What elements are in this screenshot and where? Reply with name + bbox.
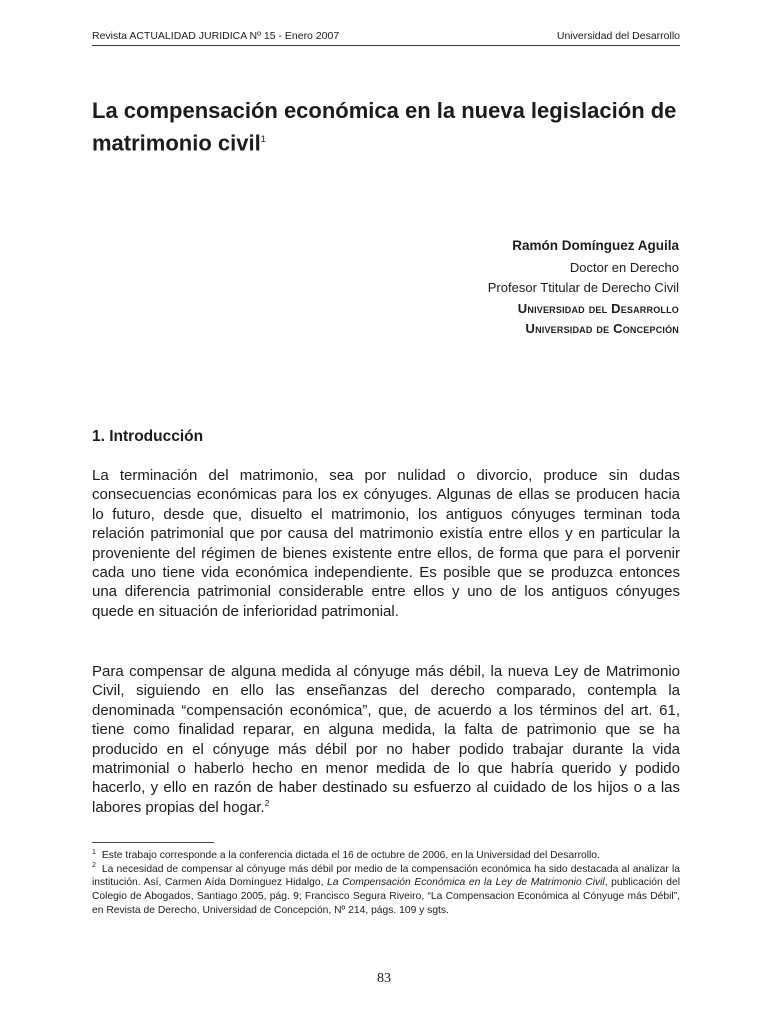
- article-title-text: La compensación económica en la nueva legislación de matrimonio civil: [92, 98, 677, 156]
- author-block: [488, 236, 679, 340]
- author-degree: Doctor en Derecho: [569, 259, 679, 275]
- footnote-2-text-b: , publicación del Colegio de Abogados, Santiago 2005, pág. 9; Francisco Segura Riveiro, “La Compensacion Económica al Cónyuge más Débil”, en Revista de Derecho, Universidad de Concepción, Nº 214, págs. 109 y sgts.: [92, 877, 681, 916]
- running-header: [92, 24, 680, 46]
- author-affiliation-1: Universidad del Desarrollo: [517, 300, 679, 316]
- page-number: 83: [377, 971, 391, 986]
- footnote-1-mark: 1: [92, 848, 96, 856]
- body-paragraph-1: La terminación del matrimonio, sea por nulidad o divorcio, produce sin dudas consecuencias económicas para los ex cónyuges. Algunas de ellas se producen hacia lo futuro, desde que, disuelto el matrimonio, los antiguos cónyuges terminan toda relación patrimonial que por causa del matrimonio existía entre ellos y en particular la proveniente del régimen de bienes existente entre ellos, de forma que para el porvenir cada uno tiene vida económica independiente. Es posible que se produzca entonces una diferencia patrimonial considerable entre ellos y uno de los antiguos cónyuges quede en situación de inferioridad patrimonial.: [92, 467, 680, 620]
- footnote-1-text: Este trabajo corresponde a la conferencia dictada el 16 de octubre de 2006, en la Universidad del Desarrollo.: [101, 850, 600, 861]
- paragraph-footnote-mark[interactable]: 2: [264, 797, 270, 808]
- footnote-divider: [92, 842, 214, 843]
- section-heading: 1. Introducción: [92, 428, 204, 445]
- institution-name: Universidad del Desarrollo: [556, 30, 680, 42]
- title-footnote-mark[interactable]: 1: [260, 134, 266, 144]
- footnote-1: [92, 849, 680, 863]
- article-title: [92, 96, 682, 157]
- footnote-2-book-title: La Compensación Económica en la Ley de Matrimonio Civil: [327, 877, 605, 889]
- author-name: Ramón Domínguez Aguila: [512, 238, 679, 253]
- footnotes: [92, 849, 680, 918]
- footnote-2-mark: 2: [92, 862, 96, 870]
- footnote-2: [92, 863, 680, 918]
- footnote-2-text-a: La necesidad de compensar al cónyuge más débil por medio de la compensación económica ha sido destacada al analizar la institución. Así, Carmen Aída Domínguez Hidalgo,: [92, 863, 680, 889]
- body-paragraph-2-text: Para compensar de alguna medida al cónyuge más débil, la nueva Ley de Matrimonio Civil, siguiendo en ello las enseñanzas del derecho comparado, contempla la denominada “compensación económica”, que, de acuerdo a los términos del art. 61, tiene como finalidad reparar, en alguna medida, la falta de patrimonio que se ha producido en el cónyuge más débil por no haber podido trabajar durante la vida matrimonial o haberlo hecho en menor medida de lo que habría querido y podido hacerlo, y ello en razón de haber destinado su esfuerzo al cuidado de los hijos o a las labores propias del hogar.: [92, 663, 680, 816]
- author-position: Profesor Ttitular de Derecho Civil: [487, 280, 679, 295]
- body-paragraph-2: [92, 662, 680, 817]
- journal-name: Revista ACTUALIDAD JURIDICA Nº 15 - Enero 2007: [92, 30, 340, 42]
- author-affiliation-2: Universidad de Concepción: [525, 321, 679, 336]
